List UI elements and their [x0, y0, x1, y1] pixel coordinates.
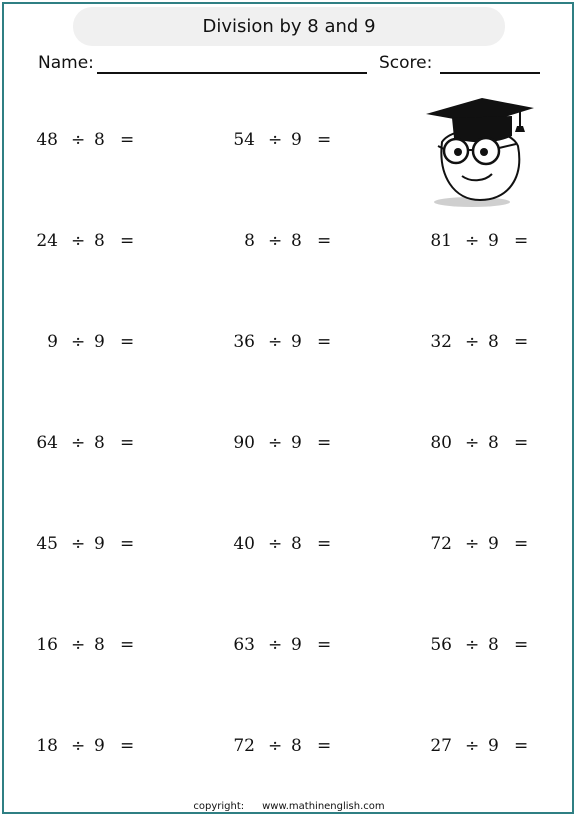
- divide-sign: ÷: [71, 433, 86, 453]
- dividend: 24: [36, 231, 58, 251]
- equals-sign: =: [120, 130, 135, 150]
- divide-sign: ÷: [465, 231, 480, 251]
- score-label: Score:: [379, 53, 433, 73]
- equals-sign: =: [120, 534, 135, 554]
- divide-sign: ÷: [268, 231, 283, 251]
- equals-sign: =: [514, 231, 529, 251]
- dividend: 16: [36, 635, 58, 655]
- divide-sign: ÷: [71, 130, 86, 150]
- equals-sign: =: [120, 635, 135, 655]
- title-text: Division by 8 and 9: [202, 16, 376, 37]
- divisor: 8: [488, 433, 499, 453]
- divide-sign: ÷: [268, 635, 283, 655]
- score-field[interactable]: [440, 72, 540, 74]
- name-field[interactable]: [97, 72, 367, 74]
- divide-sign: ÷: [268, 736, 283, 756]
- equals-sign: =: [514, 433, 529, 453]
- divisor: 9: [94, 332, 105, 352]
- divide-sign: ÷: [71, 231, 86, 251]
- equals-sign: =: [514, 534, 529, 554]
- divide-sign: ÷: [465, 534, 480, 554]
- equals-sign: =: [120, 231, 135, 251]
- dividend: 48: [36, 130, 58, 150]
- divisor: 8: [94, 635, 105, 655]
- dividend: 80: [430, 433, 452, 453]
- dividend: 32: [430, 332, 452, 352]
- divide-sign: ÷: [268, 130, 283, 150]
- dividend: 27: [430, 736, 452, 756]
- divisor: 8: [291, 534, 302, 554]
- name-label: Name:: [38, 53, 94, 73]
- divisor: 8: [291, 736, 302, 756]
- dividend: 18: [36, 736, 58, 756]
- divide-sign: ÷: [71, 332, 86, 352]
- divide-sign: ÷: [71, 635, 86, 655]
- dividend: 36: [233, 332, 255, 352]
- divide-sign: ÷: [71, 736, 86, 756]
- divide-sign: ÷: [268, 433, 283, 453]
- dividend: 40: [233, 534, 255, 554]
- site-link[interactable]: www.mathinenglish.com: [262, 801, 385, 812]
- equals-sign: =: [317, 130, 332, 150]
- dividend: 72: [430, 534, 452, 554]
- divisor: 8: [488, 635, 499, 655]
- dividend: 8: [244, 231, 255, 251]
- divisor: 9: [291, 130, 302, 150]
- divide-sign: ÷: [71, 534, 86, 554]
- divisor: 8: [94, 130, 105, 150]
- divide-sign: ÷: [268, 534, 283, 554]
- divisor: 9: [291, 433, 302, 453]
- dividend: 81: [430, 231, 452, 251]
- dividend: 64: [36, 433, 58, 453]
- divisor: 9: [291, 332, 302, 352]
- footer: [0, 801, 578, 812]
- equals-sign: =: [317, 534, 332, 554]
- dividend: 72: [233, 736, 255, 756]
- dividend: 45: [36, 534, 58, 554]
- divisor: 9: [94, 534, 105, 554]
- equals-sign: =: [120, 433, 135, 453]
- equals-sign: =: [317, 332, 332, 352]
- dividend: 90: [233, 433, 255, 453]
- divisor: 8: [488, 332, 499, 352]
- graduate-smiley-icon: [424, 96, 536, 208]
- divisor: 9: [291, 635, 302, 655]
- equals-sign: =: [317, 231, 332, 251]
- divide-sign: ÷: [465, 736, 480, 756]
- equals-sign: =: [317, 433, 332, 453]
- worksheet-title: [73, 7, 505, 46]
- divisor: 8: [94, 433, 105, 453]
- equals-sign: =: [317, 736, 332, 756]
- divisor: 9: [488, 736, 499, 756]
- dividend: 56: [430, 635, 452, 655]
- equals-sign: =: [514, 332, 529, 352]
- divide-sign: ÷: [268, 332, 283, 352]
- copyright-label: copyright:: [193, 801, 245, 812]
- divisor: 9: [94, 736, 105, 756]
- divisor: 9: [488, 534, 499, 554]
- equals-sign: =: [120, 736, 135, 756]
- divide-sign: ÷: [465, 332, 480, 352]
- equals-sign: =: [317, 635, 332, 655]
- equals-sign: =: [120, 332, 135, 352]
- dividend: 54: [233, 130, 255, 150]
- dividend: 63: [233, 635, 255, 655]
- divide-sign: ÷: [465, 635, 480, 655]
- dividend: 9: [47, 332, 58, 352]
- divisor: 8: [94, 231, 105, 251]
- divide-sign: ÷: [465, 433, 480, 453]
- equals-sign: =: [514, 736, 529, 756]
- equals-sign: =: [514, 635, 529, 655]
- divisor: 8: [291, 231, 302, 251]
- divisor: 9: [488, 231, 499, 251]
